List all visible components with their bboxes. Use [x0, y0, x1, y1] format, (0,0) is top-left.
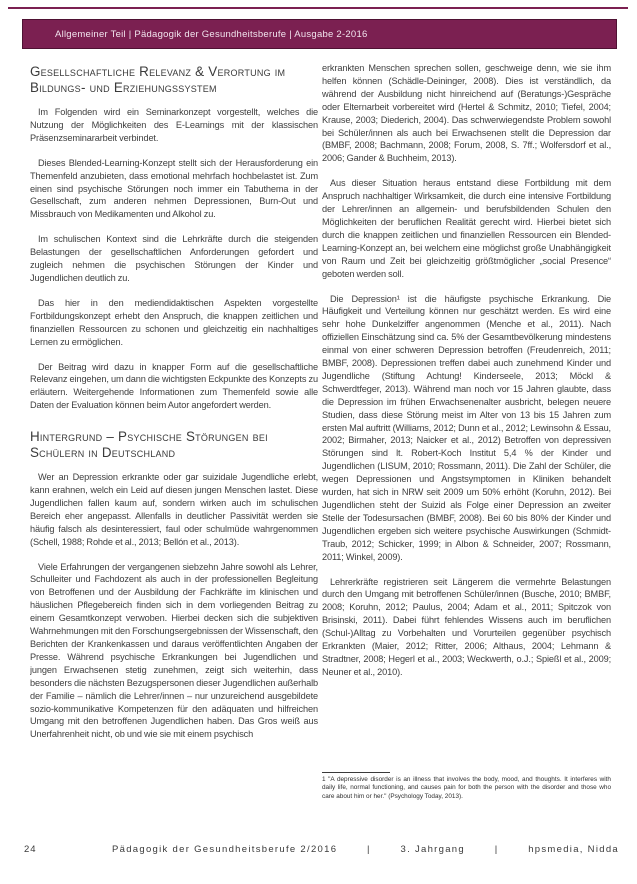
right-column [322, 62, 611, 768]
paragraph: erkrankten Menschen sprechen sollen, geschweige denn, wie sie ihm helfen können (Schädle-Deininger, 2008). Dies ist verständlich, da während der Ausbildung nicht hinreichend auf (Beratungs-)Gespräche oder Elternarbeit vorbereitet wird (Hertel & Schmitz, 2010; Tiefel, 2004; Krause, 2003; Diederich, 2004). Das schwerwiegendste Problem sowohl bei Schüler/innen als auch bei Erwachsenen stellt die Depression dar (BMBF, 2008; Bachmann, 2008; Forum, 2008, S. 7ff.; Wolfersdorf et al., 2006; Gander & Buchheim, 2013). [322, 63, 611, 164]
paragraph: Im Folgenden wird ein Seminarkonzept vorgestellt, welches die Nutzung der Möglichkeiten des E-Learnings mit der klassischen Präsenzseminararbeit verbindet. [30, 107, 318, 143]
footer-separator: | [367, 844, 371, 855]
section-heading-relevanz: Gesellschaftliche Relevanz & Verortung im Bildungs- und Erziehungssystem [30, 64, 286, 95]
header-bar-text: Allgemeiner Teil | Pädagogik der Gesundheitsberufe | Ausgabe 2-2016 [55, 28, 368, 40]
paragraph: Der Beitrag wird dazu in knapper Form auf die gesellschaftliche Relevanz eingehen, um dann die wichtigsten Eckpunkte des Konzepts zu erläutern. Weitergehende Informationen zum Themenfeld sowie alle Daten der Evaluation können beim Autor angefordert werden. [30, 361, 318, 411]
footer-publisher: hpsmedia, Nidda [528, 844, 619, 855]
paragraph: Die Depression¹ ist die häufigste psychische Erkrankung. Die Häufigkeit und Verteilung können nur geschätzt werden. Es wird eine sehr hohe Dunkelziffer angenommen (Menche et al., 2011). Nach offiziellen Einschätzung sind ca. 5% der Gesamtbevölkerung mindestens einmal von einer schweren Depression betroffen (Freudenreich, 2011; BMBF, 2008). Depressionen treffen dabei auch zunehmend Kinder und Jugendliche (Stiftung Achtung! Kinderseele, 2013; Möckl & Schwerdtfeger, 2013). Während man noch vor 15 Jahren glaubte, dass die Depression im frühen Erwachsenenalter ausbricht, belegen neuere Studien, dass diese Störung meist im Alter von 13 bis 15 Jahren zum ersten Mal auftritt (Williams, 2012; Dunn et al., 2012; Lewinsohn & Essau, 2002; Birmaher, 2013; Naicker et al., 2012) Betroffen von depressiven Störungen sind lt. Robert-Koch Institut 5,4 % der Kinder und Jugendlichen (LISUM, 2010; Rossmann, 2011). Die Zahl der Schüler, die wegen Depressionen und Angstsymptomen in Kliniken behandelt wurden, hat sich in NRW seit 2009 um 50% erhöht (Koruhn, 2012). Bei Jugendlichen steht der Suizid als Folge einer Depression an zweiter Stelle der Todesursachen (BMBF, 2008). Bei 60 bis 80% der Kinder und Jugendlichen ergeben sich weitere psychische Auswirkungen (Schmidt-Traub, 2012; Schicker, 1999; in Albon & Schneider, 2007; Rossmann, 2011; Winkel, 2009). [322, 293, 611, 562]
paragraph: Das hier in den mediendidaktischen Aspekten vorgestellte Fortbildungskonzept erhebt den Anspruch, die knappen zeitlichen und finanziellen Ressourcen zu schonen und gleichzeitig ein nachhaltiges Lernen zu ermöglichen. [30, 297, 318, 347]
footer-journal-title: Pädagogik der Gesundheitsberufe 2/2016 [112, 844, 338, 855]
paragraph: Wer an Depression erkrankte oder gar suizidale Jugendliche erlebt, kann erahnen, welch ein Leid auf diesen jungen Menschen lastet. Diese Jugendlichen fallen kaum auf, sondern wirken auch im schulischen Bereich eher angepasst. Allenfalls in deutlicher Passivität werden sie häufig falsch als desinteressiert, faul oder schulmüde wahrgenommen (Schell, 1988; Rohde et al., 2013; Bellón et al., 2013). [30, 472, 318, 547]
left-column [30, 62, 318, 810]
paragraph: Dieses Blended-Learning-Konzept stellt sich der Herausforderung ein Themenfeld anzubieten, dass emotional mehrfach hochbelastet ist. Zum einen sind psychische Störungen noch immer ein Tabuthema in der Gesellschaft, zum anderen nehmen Depressionen, Burn-Out und Missbrauch von Medikamenten und Alkohol zu. [30, 157, 318, 220]
page-number: 24 [24, 844, 37, 855]
footer-separator: | [494, 844, 499, 855]
header-bar [22, 19, 617, 49]
paragraph: Im schulischen Kontext sind die Lehrkräfte durch die steigenden Belastungen der gesellschaftlichen Anforderungen gefordert und zugleich nehmen die psychischen Störungen der Kinder und Jugendlichen deutlich zu. [30, 234, 318, 283]
footer-journal-line [112, 844, 619, 855]
footnote [322, 772, 611, 801]
section-heading-hintergrund: Hintergrund – Psychische Störungen bei Schülern in Deutschland [30, 429, 268, 461]
header-top-rule [8, 7, 628, 9]
paragraph: Aus dieser Situation heraus entstand diese Fortbildung mit dem Anspruch nachhaltiger Wirksamkeit, die durch eine intensive Fortbildung der Lehrer/innen an allgemein- und berufsbildenden Schulen den Möglichkeiten der beruflichen Realität gerecht wird. Hierbei bietet sich durch die knappen zeitlichen und finanziellen Ressourcen ein Blended-Learning-Konzept an, bei welchem eine möglichst große Unabhängigkeit von Raum und Zeit bei gleichzeitig größtmöglicher „social Presence“ geboten werden soll. [322, 178, 611, 279]
footer-volume: 3. Jahrgang [400, 844, 465, 855]
paragraph: Viele Erfahrungen der vergangenen siebzehn Jahre sowohl als Lehrer, Schulleiter und Fachdozent als auch in der professionellen Begleitung von Betroffenen und der Ausbildung der Fachkräfte im klinischen und häuslichen Pflegebereich finden sich in dem vorliegenden Beitrag zu einem Gesamtkonzept verwoben. Hierbei decken sich die subjektiven Wahrnehmungen mit den Forschungsergebnissen der Wissenschaft, den Berichten der Krankenkassen und daraus veröffentlichten Angaben der Presse. Während psychische Erkrankungen bei Jugendlichen und jungen Erwachsenen stetig zunehmen, zeigt sich weiterhin, dass besonders die nächsten Bezugspersonen dieser Jugendlichen außerhalb der Familie – nämlich die Lehrer/innen – nur unzureichend ausgebildete sozio-kommunikative Kompetenzen für den adäquaten und hilfreichen Umgang mit den betroffenen Jugendlichen haben. Das Gros weiß aus Unerfahrenheit nicht, ob und wie sie mit einem psychisch [30, 561, 318, 740]
paragraph: Lehrerkräfte registrieren seit Längerem die vermehrte Belastungen durch den Umgang mit betroffenen Schüler/innen (Busche, 2010; BMBF, 2008; Koruhn, 2012; Paulus, 2004; Adam et al., 2011; Spitczok von Brisinski, 2011). Dabei führt fehlendes Wissens auch im beruflichen (Schul-)Alltag zu Vorbehalten und Vorurteilen gegenüber psychisch Erkrankten (Maier, 2012; Ritter, 2006; Althaus, 2004; Lehmann & Stradtner, 2008; Hegerl et al., 2003; Weckwerth, o.J.; Spießl et al., 2009; Neuner et al., 2010). [322, 576, 611, 677]
footnote-rule [322, 772, 390, 773]
footnote-text: 1 "A depressive disorder is an illness that involves the body, mood, and thoughts. It interferes with daily life, normal functioning, and causes pain for both the person with the disorder and those who care about him or her." (Psychology Today, 2013). [322, 776, 611, 800]
